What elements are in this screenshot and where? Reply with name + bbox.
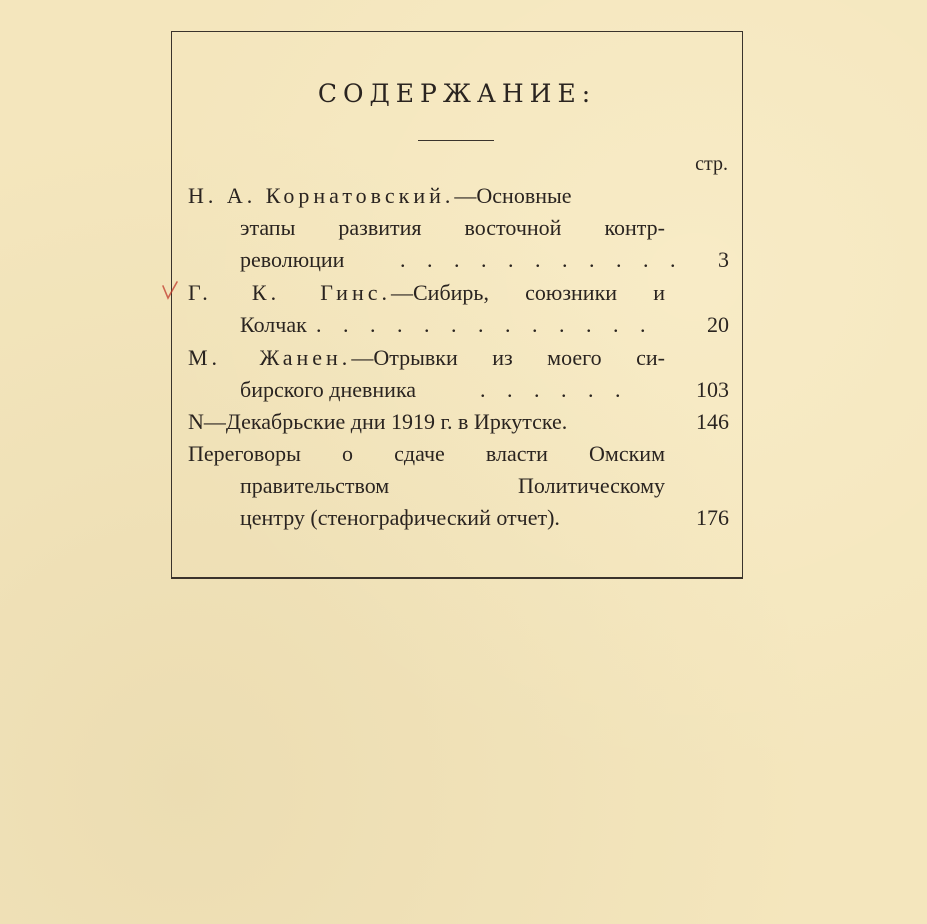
toc-entry-peregovory[interactable]	[188, 438, 729, 534]
entry-author: Н. А. Корнатовский.	[188, 183, 455, 208]
entry-title-part: N—Декабрьские дни 1919 г. в Иркутске.	[188, 409, 568, 434]
entry-page-number: 146	[696, 409, 729, 434]
entry-page-number: 176	[696, 505, 729, 530]
title-rule	[418, 140, 494, 141]
leader-dots: . . . . . .	[480, 377, 629, 402]
leader-dots: . . . . . . . . . . .	[400, 247, 684, 272]
entry-title-part: Колчак	[240, 312, 307, 337]
entry-page-number: 103	[696, 377, 729, 402]
entry-title-part: —Сибирь, союзники и	[391, 280, 666, 305]
page-column-label: стр.	[695, 153, 728, 175]
entry-title-part: правительством Политическому	[240, 473, 665, 498]
entry-title-part: революции	[240, 247, 345, 272]
toc-title: СОДЕРЖАНИЕ:	[317, 79, 597, 108]
entry-author: М. Жанен.	[188, 345, 352, 370]
entry-title-part: центру (стенографический отчет).	[240, 505, 560, 530]
toc-frame	[171, 31, 743, 579]
leader-dots: . . . . . . . . . . . . .	[316, 312, 654, 337]
toc-entry-janin[interactable]	[188, 342, 729, 406]
entry-page-number: 20	[707, 312, 729, 337]
entry-title-part: Переговоры о сдаче власти Омским	[188, 441, 665, 466]
entry-author: Г. К. Гинс.	[188, 280, 391, 305]
entry-title-part: бирского дневника	[240, 377, 417, 402]
toc-entry-dekabrskie-dni[interactable]	[188, 406, 729, 438]
toc-entry-gins[interactable]	[188, 277, 729, 341]
pencil-check-mark-icon	[161, 280, 179, 302]
entry-title-part: —Основные	[454, 183, 572, 208]
entry-page-number: 3	[718, 247, 729, 272]
toc-entry-kornatovsky[interactable]	[188, 180, 729, 276]
entry-title-part: —Отрывки из моего си-	[351, 345, 665, 370]
entry-title-part: этапы развития восточной контр-	[240, 215, 665, 240]
